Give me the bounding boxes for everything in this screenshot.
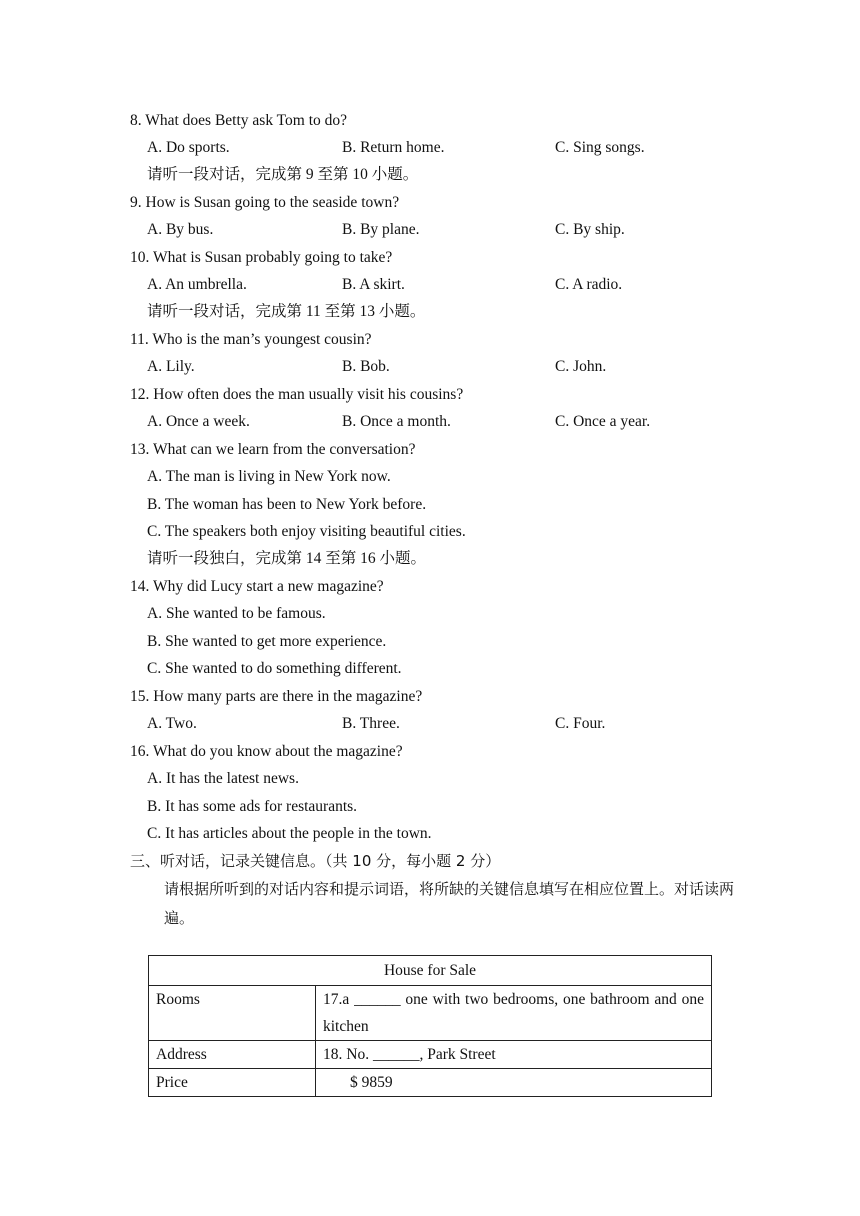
row-value-address: 18. No. ______, Park Street [316,1041,712,1069]
q9-option-c: C. By ship. [555,221,625,238]
q9-option-a: A. By bus. [147,221,214,238]
q11-option-b: B. Bob. [342,358,390,375]
q11-option-a: A. Lily. [147,358,195,375]
row-label-rooms: Rooms [149,986,316,1041]
q15-option-a: A. Two. [147,715,197,732]
question-11: 11. Who is the man’s youngest cousin? [130,331,372,348]
q11-option-c: C. John. [555,358,607,375]
q10-option-c: C. A radio. [555,276,623,293]
q12-option-b: B. Once a month. [342,413,451,430]
q16-option-c: C. It has articles about the people in the town. [147,825,432,842]
question-14: 14. Why did Lucy start a new magazine? [130,578,384,595]
table-row [149,986,712,1041]
q12-option-a: A. Once a week. [147,413,250,430]
q8-option-b: B. Return home. [342,139,445,156]
q13-option-b: B. The woman has been to New York before. [147,496,427,513]
row-value-rooms: 17.a ______ one with two bedrooms, one bathroom and one kitchen [316,986,712,1041]
question-8: 8. What does Betty ask Tom to do? [130,112,348,129]
section-3-title: 三、听对话，记录关键信息。（共 10 分，每小题 2 分） [130,852,501,870]
table-row [149,1041,712,1069]
q8-option-c: C. Sing songs. [555,139,645,156]
row-label-address: Address [149,1041,316,1069]
q9-option-b: B. By plane. [342,221,420,238]
q16-option-b: B. It has some ads for restaurants. [147,798,358,815]
question-15: 15. How many parts are there in the magazine? [130,688,423,705]
q15-option-b: B. Three. [342,715,400,732]
q13-option-a: A. The man is living in New York now. [147,468,391,485]
table-row [149,1069,712,1097]
q12-option-c: C. Once a year. [555,413,651,430]
q16-option-a: A. It has the latest news. [147,770,299,787]
table-title: House for Sale [149,956,712,986]
q8-option-a: A. Do sports. [147,139,230,156]
question-9: 9. How is Susan going to the seaside town? [130,194,400,211]
section-3-instruction: 请根据所听到的对话内容和提示词语，将所缺的关键信息填写在相应位置上。对话读两遍。 [164,880,735,927]
listening-note-14-16: 请听一段独白，完成第 14 至第 16 小题。 [147,550,427,567]
q14-option-b: B. She wanted to get more experience. [147,633,387,650]
question-13: 13. What can we learn from the conversation? [130,441,416,458]
question-16: 16. What do you know about the magazine? [130,743,403,760]
listening-note-9-10: 请听一段对话，完成第 9 至第 10 小题。 [147,166,419,183]
q10-option-b: B. A skirt. [342,276,405,293]
q13-option-c: C. The speakers both enjoy visiting beautiful cities. [147,523,466,540]
q15-option-c: C. Four. [555,715,606,732]
q14-option-a: A. She wanted to be famous. [147,605,326,622]
question-12: 12. How often does the man usually visit his cousins? [130,386,464,403]
q14-option-c: C. She wanted to do something different. [147,660,402,677]
house-for-sale-table [148,955,712,1097]
listening-note-11-13: 请听一段对话，完成第 11 至第 13 小题。 [147,303,426,320]
table-header-row [149,956,712,986]
row-label-price: Price [149,1069,316,1097]
row-value-price: $ 9859 [316,1069,712,1097]
q10-option-a: A. An umbrella. [147,276,247,293]
question-10: 10. What is Susan probably going to take? [130,249,393,266]
